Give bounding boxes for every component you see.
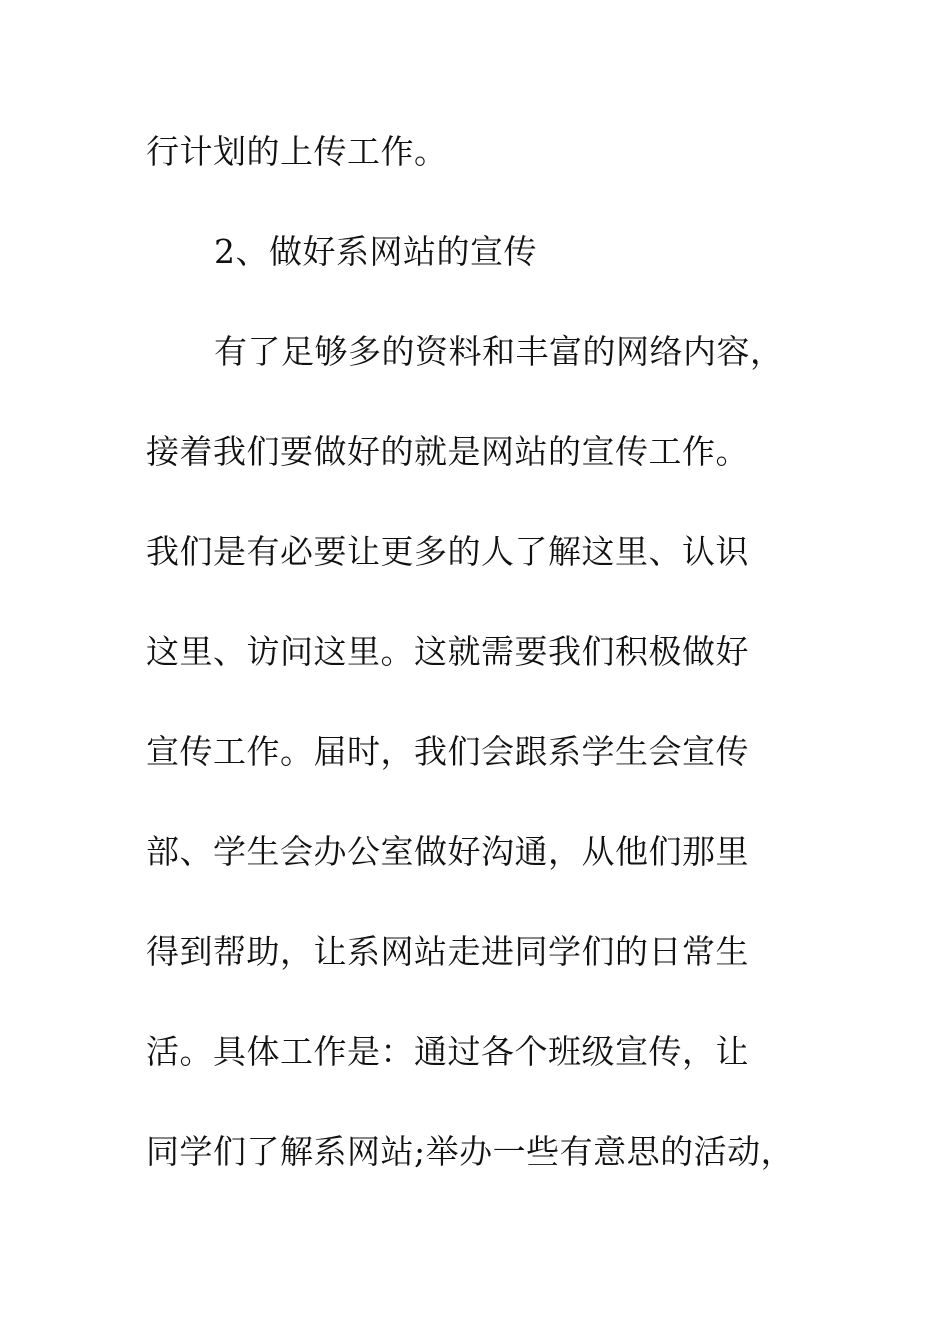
text-line-3: 有了足够多的资料和丰富的网络内容， (214, 332, 784, 371)
text-line-6: 这里、访问这里。这就需要我们积极做好 (146, 632, 749, 671)
text-line-1: 行计划的上传工作。 (146, 132, 448, 171)
text-line-10: 活。具体工作是：通过各个班级宣传，让 (146, 1032, 749, 1071)
text-line-7: 宣传工作。届时，我们会跟系学生会宣传 (146, 732, 749, 771)
text-line-5: 我们是有必要让更多的人了解这里、认识 (146, 532, 749, 571)
text-line-9: 得到帮助，让系网站走进同学们的日常生 (146, 932, 749, 971)
text-line-4: 接着我们要做好的就是网站的宣传工作。 (146, 432, 749, 471)
section-heading: 2、做好系网站的宣传 (214, 232, 537, 271)
text-line-11: 同学们了解系网站;举办一些有意思的活动， (146, 1132, 795, 1171)
text-line-8: 部、学生会办公室做好沟通，从他们那里 (146, 832, 749, 871)
